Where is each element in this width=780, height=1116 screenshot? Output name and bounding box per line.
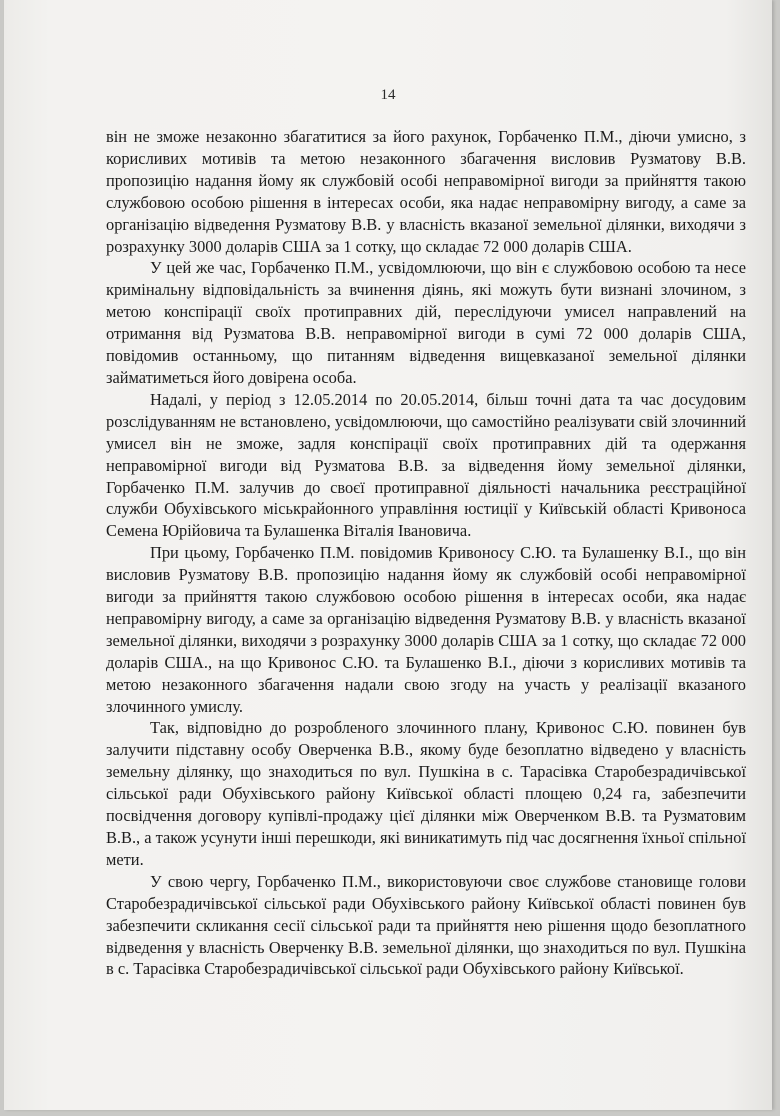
paragraph: У цей же час, Горбаченко П.М., усвідомлюючи, що він є службовою особою та несе кримінальну відповідальність за вчинення діянь, які можуть бути визнані злочином, з метою конспірації своїх протиправних дій, переслідуючи умисел направлений на отримання від Рузматова В.В. неправомірної вигоди в сумі 72 000 доларів США, повідомив останньому, що питанням відведення вищевказаної земельної ділянки займатиметься його довірена особа. [106,258,746,387]
paragraph: У свою чергу, Горбаченко П.М., використовуючи своє службове становище голови Старобезрадичівської сільської ради Обухівського району Київської області повинен був забезпечити скликання сесії сільської ради та прийняття нею рішення щодо безоплатного відведення у власність Оверченку В.В. земельної ділянки, що знаходиться по вул. Пушкіна в с. Тарасівка Старобезрадичівської сільської ради Обухівського району Київської. [106,871,746,979]
document-page [4,0,772,1110]
page-number: 14 [380,87,396,103]
paragraph: Надалі, у період з 12.05.2014 по 20.05.2014, більш точні дата та час досудовим розслідуванням не встановлено, усвідомлюючи, що самостійно реалізувати свій злочинний умисел він не зможе, задля конспірації своїх протиправних дій та одержання неправомірної вигоди від Рузматова В.В. за відведення йому земельної ділянки, Горбаченко П.М. залучив до своєї протиправної діяльності начальника реєстраційної служби Обухівського міськрайонного управління юстиції у Київській області Кривоноса Семена Юрійовича та Булашенка Віталія Івановича. [106,389,746,541]
paragraph: При цьому, Горбаченко П.М. повідомив Кривоносу С.Ю. та Булашенку В.І., що він висловив Рузматову В.В. пропозицію надання йому як службовій особі неправомірної вигоди за прийняття такою службовою особою рішення в інтересах особи, яка надає неправомірну вигоду, а саме за організацію відведення Рузматову В.В. у власність вказаної земельної ділянки, виходячи з розрахунку 3000 доларів США за 1 сотку, що складає 72 000 доларів США., на що Кривонос С.Ю. та Булашенко В.І., діючи з корисливих мотивів та метою незаконного збагачення надали свою згоду на участь у реалізації вказаного злочинного умислу. [106,543,746,716]
paragraph-continuation: він не зможе незаконно збагатитися за його рахунок, Горбаченко П.М., діючи умисно, з корисливих мотивів та метою незаконного збагачення висловив Рузматову В.В. пропозицію надання йому як службовій особі неправомірної вигоди за прийняття такою службовою особою рішення в інтересах особи, яка надає неправомірну вигоду, а саме за організацію відведення Рузматову В.В. у власність вказаної земельної ділянки, виходячи з розрахунку 3000 доларів США за 1 сотку, що складає 72 000 доларів США. [106,127,746,256]
document-body [106,126,746,980]
paragraph: Так, відповідно до розробленого злочинного плану, Кривонос С.Ю. повинен був залучити підставну особу Оверченка В.В., якому буде безоплатно відведено у власність земельну ділянку, що знаходиться по вул. Пушкіна в с. Тарасівка Старобезрадичівської сільської ради Обухівського району Київської області площею 0,24 га, забезпечити посвідчення договору купівлі-продажу цієї ділянки між Оверченком В.В. та Рузматовим В.В., а також усунути інші перешкоди, які виникатимуть під час досягнення їхньої спільної мети. [106,718,746,869]
